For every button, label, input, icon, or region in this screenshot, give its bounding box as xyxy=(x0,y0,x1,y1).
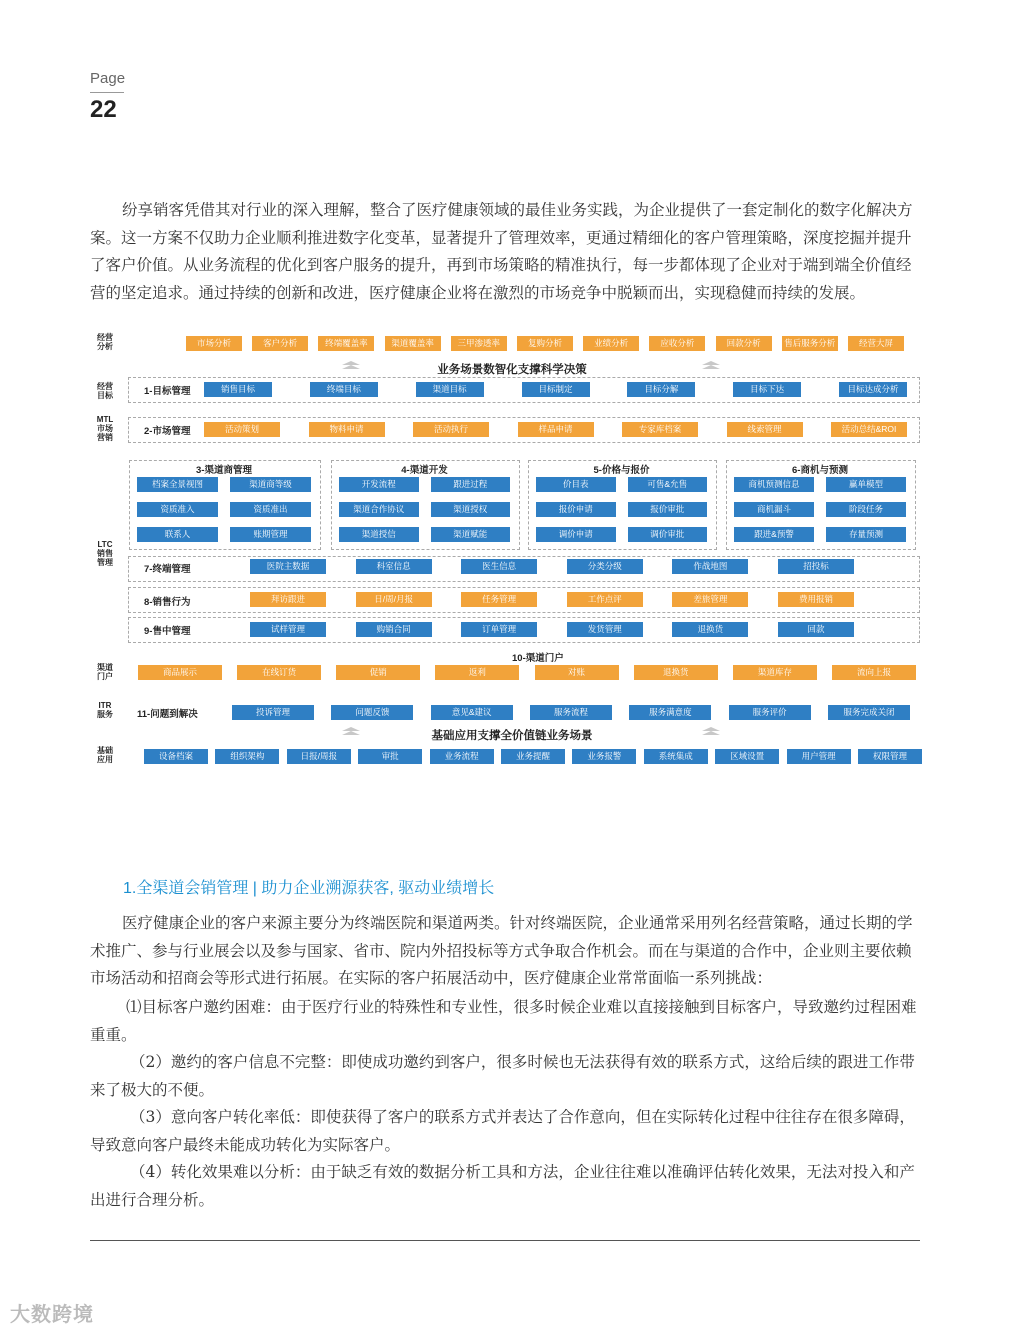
diagram-chip: 渠道覆盖率 xyxy=(385,336,441,351)
diagram-chip: 服务满意度 xyxy=(629,705,711,720)
row-title: 9-售中管理 xyxy=(144,626,191,637)
diagram-chip: 目标下达 xyxy=(733,382,801,397)
diagram-chip: 科室信息 xyxy=(356,559,432,574)
diagram-chip: 医院主数据 xyxy=(250,559,326,574)
diagram-chip: 专家库档案 xyxy=(622,422,698,437)
up-chevron-icon xyxy=(702,361,720,369)
diagram-chip: 渠道赋能 xyxy=(431,527,511,542)
diagram-chip: 任务管理 xyxy=(461,592,537,607)
diagram-chip: 物料申请 xyxy=(309,422,385,437)
diagram-chip: 资质准入 xyxy=(137,502,218,517)
diagram-chip: 购销合同 xyxy=(356,622,432,637)
row-title: 10-渠道门户 xyxy=(512,653,564,664)
diagram-chip: 渠道库存 xyxy=(733,665,817,680)
diagram-chip: 区域设置 xyxy=(715,749,779,764)
diagram-chip: 试样管理 xyxy=(250,622,326,637)
diagram-chip: 应收分析 xyxy=(649,336,705,351)
section-title: 1.全渠道会销管理 | 助力企业溯源获客, 驱动业绩增长 xyxy=(123,880,495,897)
row-title: 11-问题到解决 xyxy=(137,709,198,720)
group-title: 5-价格与报价 xyxy=(593,465,650,476)
diagram-chip: 三甲渗透率 xyxy=(451,336,507,351)
diagram-chip: 订单管理 xyxy=(461,622,537,637)
diagram-chip: 用户管理 xyxy=(787,749,851,764)
banner-top: 业务场景数智化支撑科学决策 xyxy=(437,364,587,376)
diagram-chip: 招投标 xyxy=(778,559,854,574)
watermark-logo: 大数跨境 xyxy=(10,1304,94,1326)
diagram-chip: 档案全景视图 xyxy=(137,477,218,492)
diagram-chip: 样品申请 xyxy=(518,422,594,437)
diagram-chip: 商机预测信息 xyxy=(734,477,814,492)
group-title: 3-渠道商管理 xyxy=(196,465,252,476)
diagram-chip: 复购分析 xyxy=(517,336,573,351)
row-category-label: LTC 销售 管理 xyxy=(97,540,113,567)
footer-divider xyxy=(90,1240,920,1241)
diagram-chip: 联系人 xyxy=(137,527,218,542)
challenge-item: （3）意向客户转化率低：即使获得了客户的联系方式并表达了合作意向，但在实际转化过程中往往存在很多障碍，导致意向客户最终未能成功转化为实际客户。 xyxy=(90,1108,915,1154)
diagram-chip: 退换货 xyxy=(672,622,748,637)
diagram-chip: 业务提醒 xyxy=(501,749,565,764)
page-label: Page xyxy=(90,70,126,87)
diagram-chip: 医生信息 xyxy=(461,559,537,574)
diagram-chip: 工作点评 xyxy=(567,592,643,607)
diagram-chip: 市场分析 xyxy=(186,336,242,351)
diagram-chip: 报价审批 xyxy=(628,502,708,517)
diagram-chip: 跟进过程 xyxy=(431,477,511,492)
diagram-chip: 渠道目标 xyxy=(416,382,484,397)
diagram-chip: 回款 xyxy=(778,622,854,637)
group-title: 6-商机与预测 xyxy=(792,465,848,476)
diagram-chip: 价目表 xyxy=(536,477,616,492)
diagram-chip: 审批 xyxy=(358,749,422,764)
diagram-chip: 调价申请 xyxy=(536,527,616,542)
diagram-chip: 差旅管理 xyxy=(672,592,748,607)
row-title: 2-市场管理 xyxy=(144,426,191,437)
diagram-chip: 活动策划 xyxy=(204,422,280,437)
diagram-chip: 赢单模型 xyxy=(826,477,906,492)
diagram-chip: 渠道合作协议 xyxy=(339,502,419,517)
row-category-label: 经营 目标 xyxy=(97,382,113,400)
diagram-chip: 组织架构 xyxy=(215,749,279,764)
diagram-chip: 活动总结&ROI xyxy=(831,422,907,437)
diagram-chip: 商品展示 xyxy=(138,665,222,680)
row-category-label: 经营 分析 xyxy=(97,333,113,351)
diagram-chip: 可售&允售 xyxy=(628,477,708,492)
diagram-chip: 拜访跟进 xyxy=(250,592,326,607)
row-title: 8-销售行为 xyxy=(144,597,191,608)
diagram-chip: 调价审批 xyxy=(628,527,708,542)
challenge-item: （4）转化效果难以分析：由于缺乏有效的数据分析工具和方法，企业往往难以准确评估转化效果，无法对投入和产出进行合理分析。 xyxy=(90,1163,915,1209)
diagram-chip: 目标分解 xyxy=(627,382,695,397)
diagram-chip: 设备档案 xyxy=(144,749,208,764)
diagram-chip: 销售目标 xyxy=(204,382,272,397)
group-title: 4-渠道开发 xyxy=(401,465,448,476)
diagram-chip: 资质准出 xyxy=(230,502,311,517)
diagram-chip: 客户分析 xyxy=(252,336,308,351)
solution-architecture-diagram xyxy=(92,330,922,770)
diagram-chip: 目标达成分析 xyxy=(839,382,907,397)
diagram-chip: 账期管理 xyxy=(230,527,311,542)
banner-bottom: 基础应用支撑全价值链业务场景 xyxy=(431,730,593,742)
intro-paragraph: 纷享销客凭借其对行业的深入理解，整合了医疗健康领域的最佳业务实践，为企业提供了一套定制化的数字化解决方案。这一方案不仅助力企业顺利推进数字化变革，显著提升了管理效率，更通过精细化的客户管理策略，深度挖掘并提升了客户价值。从业务流程的优化到客户服务的提升，再到市场策略的精准执行，每一步都体现了企业对于端到端全价值经营的坚定追求。通过持续的创新和改进，医疗健康企业将在激烈的市场竞争中脱颖而出，实现稳健而持续的发展。 xyxy=(90,201,913,302)
diagram-chip: 促销 xyxy=(336,665,420,680)
diagram-chip: 意见&建议 xyxy=(431,705,513,720)
up-chevron-icon xyxy=(702,727,720,735)
row-category-label: 渠道 门户 xyxy=(97,663,113,681)
diagram-chip: 服务流程 xyxy=(530,705,612,720)
diagram-chip: 问题反馈 xyxy=(331,705,413,720)
diagram-chip: 在线订货 xyxy=(237,665,321,680)
diagram-chip: 日报/周报 xyxy=(287,749,351,764)
diagram-chip: 费用报销 xyxy=(778,592,854,607)
diagram-chip: 终端目标 xyxy=(310,382,378,397)
diagram-chip: 权限管理 xyxy=(858,749,922,764)
row-category-label: ITR 服务 xyxy=(97,701,113,719)
diagram-chip: 业务报警 xyxy=(572,749,636,764)
row-category-label: MTL 市场 营销 xyxy=(96,415,114,442)
diagram-chip: 服务评价 xyxy=(729,705,811,720)
diagram-chip: 业务流程 xyxy=(430,749,494,764)
diagram-chip: 渠道商等级 xyxy=(230,477,311,492)
diagram-chip: 商机漏斗 xyxy=(734,502,814,517)
diagram-chip: 活动执行 xyxy=(413,422,489,437)
diagram-chip: 渠道授信 xyxy=(339,527,419,542)
body-paragraph: 医疗健康企业的客户来源主要分为终端医院和渠道两类。针对终端医院，企业通常采用列名经营策略，通过长期的学术推广、参与行业展会以及参与国家、省市、院内外招投标等方式争取合作机会。而在与渠道的合作中，企业则主要依赖市场活动和招商会等形式进行拓展。在实际的客户拓展活动中，医疗健康企业常常面临一系列挑战： xyxy=(90,914,913,987)
diagram-chip: 目标制定 xyxy=(522,382,590,397)
diagram-chip: 售后服务分析 xyxy=(782,336,838,351)
diagram-chip: 存量预测 xyxy=(826,527,906,542)
diagram-chip: 渠道授权 xyxy=(431,502,511,517)
diagram-chip: 系统集成 xyxy=(644,749,708,764)
diagram-chip: 流向上报 xyxy=(832,665,916,680)
diagram-chip: 对账 xyxy=(535,665,619,680)
diagram-chip: 日/周/月报 xyxy=(356,592,432,607)
diagram-chip: 经营大屏 xyxy=(848,336,904,351)
diagram-chip: 跟进&预警 xyxy=(734,527,814,542)
diagram-chip: 报价申请 xyxy=(536,502,616,517)
row-title: 1-目标管理 xyxy=(144,386,191,397)
row-category-label: 基础 应用 xyxy=(97,746,113,764)
diagram-chip: 终端覆盖率 xyxy=(318,336,374,351)
row-title: 7-终端管理 xyxy=(144,564,191,575)
diagram-chip: 退换货 xyxy=(634,665,718,680)
diagram-chip: 阶段任务 xyxy=(826,502,906,517)
challenge-item: （2）邀约的客户信息不完整：即使成功邀约到客户，很多时候也无法获得有效的联系方式，这给后续的跟进工作带来了极大的不便。 xyxy=(90,1053,915,1099)
diagram-chip: 开发流程 xyxy=(339,477,419,492)
diagram-chip: 业绩分析 xyxy=(583,336,639,351)
diagram-chip: 线索管理 xyxy=(727,422,803,437)
diagram-chip: 回款分析 xyxy=(716,336,772,351)
page-divider xyxy=(90,92,124,93)
diagram-chip: 分类分级 xyxy=(567,559,643,574)
page-number: 22 xyxy=(90,96,117,123)
challenge-item: ⑴目标客户邀约困难：由于医疗行业的特殊性和专业性，很多时候企业难以直接接触到目标客户，导致邀约过程困难重重。 xyxy=(90,998,917,1044)
diagram-chip: 服务完成关闭 xyxy=(828,705,910,720)
diagram-chip: 作战地图 xyxy=(672,559,748,574)
diagram-chip: 投诉管理 xyxy=(232,705,314,720)
diagram-chip: 返利 xyxy=(435,665,519,680)
diagram-chip: 发货管理 xyxy=(567,622,643,637)
